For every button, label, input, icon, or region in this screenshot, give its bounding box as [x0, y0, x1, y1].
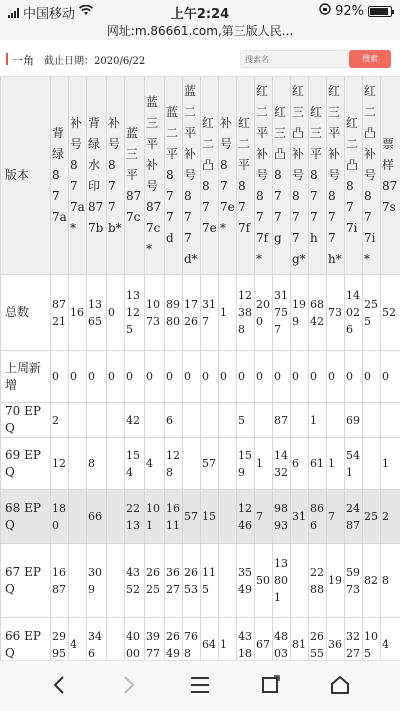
back-button[interactable]	[46, 673, 74, 697]
table-cell: 317	[201, 275, 219, 351]
column-header[interactable]: 票样877s	[381, 77, 400, 275]
table-cell	[363, 403, 381, 438]
rotation-lock-icon	[319, 3, 331, 19]
table-cell: 0	[345, 351, 363, 403]
table-cell: 0	[219, 351, 237, 403]
table-cell: 255	[363, 275, 381, 351]
table-cell: 13125	[125, 275, 145, 351]
table-cell: 0	[51, 351, 69, 403]
table-cell: 16	[69, 275, 87, 351]
chevron-left-icon	[46, 673, 74, 697]
table-cell: 13801	[273, 544, 291, 618]
table-cell: 541	[345, 438, 363, 490]
table-cell: 2	[51, 403, 69, 438]
carrier-name: 中国移动	[23, 7, 76, 22]
home-icon	[326, 673, 354, 697]
table-cell: 8	[87, 438, 107, 490]
table-cell: 309	[87, 544, 107, 618]
status-time: 上午2:24	[170, 7, 230, 22]
table-row	[1, 438, 400, 490]
table-cell	[69, 544, 87, 618]
row-label: 上周新增	[1, 351, 51, 403]
column-header[interactable]: 红二凸877e	[201, 77, 219, 275]
table-cell: 7	[327, 490, 345, 544]
table-cell: 73	[327, 275, 345, 351]
column-header[interactable]: 补号877e*	[219, 77, 237, 275]
table-cell: 1	[381, 438, 400, 490]
table-cell: 159	[237, 438, 255, 490]
table-header-row	[1, 77, 400, 275]
table-cell: 0	[165, 351, 183, 403]
column-header[interactable]: 背绿877a	[51, 77, 69, 275]
table-row	[1, 403, 400, 438]
table-cell: 115	[201, 544, 219, 618]
table-cell: 4	[145, 438, 165, 490]
row-label: 70 EPQ	[1, 403, 51, 438]
table-cell: 15	[201, 490, 219, 544]
table-cell: 6842	[309, 275, 327, 351]
table-cell: 4318	[237, 618, 255, 661]
table-row	[1, 618, 400, 661]
column-header[interactable]: 红二凸补号877i*	[363, 77, 381, 275]
menu-button[interactable]	[186, 673, 214, 697]
table-cell: 0	[363, 351, 381, 403]
table-cell: 25	[363, 490, 381, 544]
table-cell: 64	[201, 618, 219, 661]
table-cell: 866	[309, 490, 327, 544]
table-cell: 6	[291, 438, 309, 490]
table-cell: 0	[381, 351, 400, 403]
table-cell	[381, 403, 400, 438]
header-corner: 版本	[1, 77, 51, 275]
row-label: 67 EPQ	[1, 544, 51, 618]
table-cell: 3627	[165, 544, 183, 618]
table-cell: 0	[145, 351, 165, 403]
table-cell: 180	[51, 490, 69, 544]
stats-table	[0, 76, 400, 660]
table-cell: 1365	[87, 275, 107, 351]
column-header[interactable]: 蓝二平877d	[165, 77, 183, 275]
table-row	[1, 351, 400, 403]
table-cell: 5	[237, 403, 255, 438]
table-cell	[201, 403, 219, 438]
table-cell	[107, 438, 125, 490]
table-cell: 2655	[309, 618, 327, 661]
table-cell: 6	[165, 403, 183, 438]
column-header[interactable]: 背绿水印877b	[87, 77, 107, 275]
table-cell	[107, 544, 125, 618]
tabs-button[interactable]	[256, 673, 284, 697]
table-cell: 1	[309, 403, 327, 438]
table-cell: 0	[201, 351, 219, 403]
table-cell: 12	[51, 438, 69, 490]
table-cell: 1611	[165, 490, 183, 544]
table-cell: 66	[87, 490, 107, 544]
column-header[interactable]: 蓝三平补号877c*	[145, 77, 165, 275]
battery-percent: 92%	[335, 3, 364, 19]
table-row	[1, 544, 400, 618]
table-cell	[255, 403, 273, 438]
table-cell: 87	[273, 403, 291, 438]
table-cell	[107, 490, 125, 544]
table-cell: 101	[145, 490, 165, 544]
column-header[interactable]: 红三凸877g	[273, 77, 291, 275]
cutoff-date: 截止日期：2020/6/22	[44, 56, 146, 67]
table-cell	[291, 403, 309, 438]
stats-table-container	[0, 76, 400, 660]
table-cell: 0	[309, 351, 327, 403]
table-cell: 19	[327, 544, 345, 618]
table-cell	[327, 403, 345, 438]
chevron-right-icon	[114, 673, 142, 697]
table-cell: 8721	[51, 275, 69, 351]
menu-icon	[186, 673, 214, 697]
column-header[interactable]: 红二平补号877f*	[255, 77, 273, 275]
row-label: 69 EPQ	[1, 438, 51, 490]
row-label: 68 EPQ	[1, 490, 51, 544]
denomination-label: 一角	[12, 54, 34, 67]
column-header[interactable]: 蓝二平补号877d*	[183, 77, 201, 275]
section-marker	[6, 53, 8, 65]
table-cell: 0	[291, 351, 309, 403]
table-cell: 4803	[273, 618, 291, 661]
column-header[interactable]: 补号877a*	[69, 77, 87, 275]
table-cell: 2653	[183, 544, 201, 618]
table-cell: 0	[107, 275, 125, 351]
table-cell: 1073	[145, 275, 165, 351]
url-bar[interactable]: 网址:m.86661.com,第三版人民...	[0, 22, 400, 40]
table-cell: 57	[201, 438, 219, 490]
filter-row	[0, 46, 400, 72]
table-cell: 0	[125, 351, 145, 403]
table-cell: 7	[255, 490, 273, 544]
table-cell: 2	[381, 490, 400, 544]
table-cell	[363, 438, 381, 490]
table-cell: 82	[363, 544, 381, 618]
table-cell: 4	[381, 618, 400, 661]
table-cell: 4352	[125, 544, 145, 618]
table-row	[1, 275, 400, 351]
column-header[interactable]: 红三平补号877h*	[327, 77, 345, 275]
table-cell	[219, 438, 237, 490]
table-cell: 50	[255, 544, 273, 618]
table-cell	[145, 403, 165, 438]
table-cell: 2213	[125, 490, 145, 544]
table-cell: 200	[255, 275, 273, 351]
table-cell: 128	[165, 438, 183, 490]
table-cell	[69, 438, 87, 490]
column-header[interactable]: 补号877b*	[107, 77, 125, 275]
table-cell: 12388	[237, 275, 255, 351]
search-button[interactable]: 搜索	[349, 50, 391, 68]
table-cell: 1	[219, 618, 237, 661]
table-cell	[107, 403, 125, 438]
column-header[interactable]: 蓝三平877c	[125, 77, 145, 275]
table-cell: 2995	[51, 618, 69, 661]
table-row	[1, 490, 400, 544]
table-cell: 9893	[273, 490, 291, 544]
table-cell: 3549	[237, 544, 255, 618]
table-cell: 14026	[345, 275, 363, 351]
table-cell	[183, 438, 201, 490]
table-cell: 0	[273, 351, 291, 403]
search-input[interactable]	[240, 50, 348, 68]
row-label: 总数	[1, 275, 51, 351]
table-cell	[69, 490, 87, 544]
table-cell: 67	[255, 618, 273, 661]
table-cell: 2487	[345, 490, 363, 544]
table-cell: 1432	[273, 438, 291, 490]
table-cell: 4000	[125, 618, 145, 661]
status-right	[319, 3, 392, 19]
table-cell: 199	[291, 275, 309, 351]
column-header[interactable]: 红二凸877i	[345, 77, 363, 275]
table-cell	[219, 403, 237, 438]
table-cell: 0	[183, 351, 201, 403]
table-cell: 1246	[237, 490, 255, 544]
table-cell: 0	[87, 351, 107, 403]
table-cell	[291, 544, 309, 618]
table-cell	[69, 403, 87, 438]
table-cell: 42	[125, 403, 145, 438]
home-button[interactable]	[326, 673, 354, 697]
table-cell: 3977	[145, 618, 165, 661]
table-cell: 768	[183, 618, 201, 661]
column-header[interactable]: 红三凸补号877g*	[291, 77, 309, 275]
table-cell: 57	[183, 490, 201, 544]
table-cell: 1	[327, 438, 345, 490]
table-cell: 2649	[165, 618, 183, 661]
table-cell: 4	[69, 618, 87, 661]
table-cell: 1	[255, 438, 273, 490]
table-cell: 2625	[145, 544, 165, 618]
battery-icon	[368, 6, 392, 17]
table-cell: 346	[87, 618, 107, 661]
table-cell: 0	[327, 351, 345, 403]
battery-level	[370, 8, 388, 15]
column-header[interactable]: 红二平877f	[237, 77, 255, 275]
table-cell: 1687	[51, 544, 69, 618]
table-cell: 8980	[165, 275, 183, 351]
row-label: 66 EPQ	[1, 618, 51, 661]
table-cell: 0	[255, 351, 273, 403]
table-cell	[107, 618, 125, 661]
status-bar	[0, 0, 400, 22]
table-cell: 31757	[273, 275, 291, 351]
table-cell: 3227	[345, 618, 363, 661]
table-cell	[183, 403, 201, 438]
table-cell: 0	[107, 351, 125, 403]
column-header[interactable]: 红三平877h	[309, 77, 327, 275]
table-cell: 154	[125, 438, 145, 490]
table-cell: 8	[381, 544, 400, 618]
table-cell	[87, 403, 107, 438]
table-cell: 1	[219, 275, 237, 351]
table-cell: 81	[291, 618, 309, 661]
table-cell: 31	[291, 490, 309, 544]
browser-bottom-bar	[0, 660, 400, 711]
forward-button[interactable]	[114, 673, 142, 697]
table-cell: 105	[363, 618, 381, 661]
table-cell: 2288	[309, 544, 327, 618]
table-cell: 52	[381, 275, 400, 351]
table-cell	[219, 544, 237, 618]
table-cell: 5973	[345, 544, 363, 618]
table-cell: 0	[237, 351, 255, 403]
table-cell	[219, 490, 237, 544]
table-cell: 36	[327, 618, 345, 661]
tabs-icon	[256, 673, 284, 697]
table-cell: 61	[309, 438, 327, 490]
table-cell: 1726	[183, 275, 201, 351]
table-cell: 0	[69, 351, 87, 403]
table-cell: 69	[345, 403, 363, 438]
